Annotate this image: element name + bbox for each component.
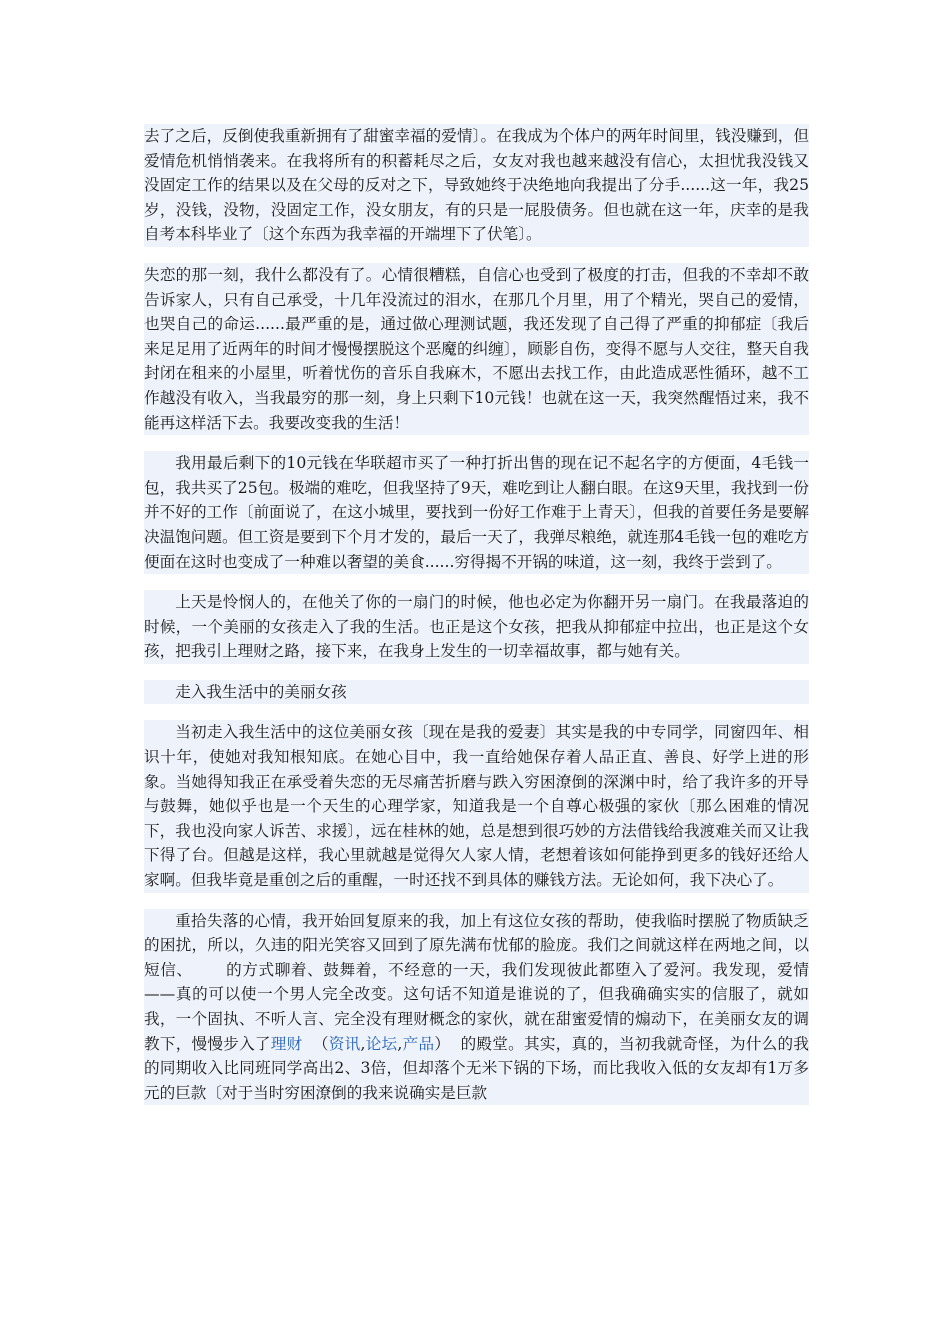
paragraph-gap bbox=[144, 247, 809, 263]
paragraph-2: 失恋的那一刻，我什么都没有了。心情很糟糕，自信心也受到了极度的打击，但我的不幸却不敢告诉家人，只有自己承受，十几年没流过的泪水，在那几个月里，用了个精光，哭自己的爱情，也哭自己的命运......最严重的是，通过做心理测试题，我还发现了自己得了严重的抑郁症〔我后来足足用了近两年的时间才慢慢摆脱这个恶魔的纠缠〕，顾影自伤，变得不愿与人交往，整天自我封闭在租来的小屋里，听着忧伤的音乐自我麻木，不愿出去找工作，由此造成恶性循环，越不工作越没有收入，当我最穷的那一刻，身上只剩下10元钱！也就在这一天，我突然醒悟过来，我不能再这样活下去。我要改变我的生活！ bbox=[144, 265, 809, 432]
paragraph-4: 上天是怜悯人的，在他关了你的一扇门的时候，他也必定为你翻开另一扇门。在我最落迫的时候，一个美丽的女孩走入了我的生活。也正是这个女孩，把我从抑郁症中拉出，也正是这个女孩，把我引上理财之路，接下来，在我身上发生的一切幸福故事，都与她有关。 bbox=[144, 593, 809, 661]
link-zixun[interactable]: 资讯 bbox=[328, 1034, 361, 1053]
article-body bbox=[144, 124, 809, 1105]
paren-open: （ bbox=[302, 1034, 329, 1053]
paragraph-1: 去了之后，反倒使我重新拥有了甜蜜幸福的爱情〕。在我成为个体户的两年时间里，钱没赚到，但爱情危机悄悄袭来。在我将所有的积蓄耗尽之后，女友对我也越来越没有信心，太担忧我没钱又没固定工作的结果以及在父母的反对之下，导致她终于决绝地向我提出了分手......这一年，我25岁，没钱，没物，没固定工作，没女朋友，有的只是一屁股债务。但也就在这一年，庆幸的是我自考本科毕业了〔这个东西为我幸福的开端埋下了伏笔〕。 bbox=[144, 127, 809, 244]
link-chanpin[interactable]: 产品 bbox=[402, 1034, 435, 1053]
paragraph-gap bbox=[144, 574, 809, 590]
link-luntan[interactable]: 论坛 bbox=[365, 1034, 398, 1053]
link-licai[interactable]: 理财 bbox=[270, 1034, 303, 1053]
paragraph-gap bbox=[144, 435, 809, 451]
paragraph-gap bbox=[144, 893, 809, 909]
paragraph-6-text-a: 重拾失落的心情，我开始回复原来的我，加上有这位女孩的帮助，使我临时摆脱了物质缺乏的困扰，所以，久违的阳光笑容又回到了原先满布忧郁的脸庞。我们之间就这样在两地之间，以短信、 的方式聊着、鼓舞着，不经意的一天，我们发现彼此都堕入了爱河。我发现，爱情——真的可以使一个男人完全改变。这句话不知道是谁说的了，但我确确实实的信服了，就如我，一个固执、不听人言、完全没有理财概念的家伙，就在甜蜜爱情的煽动下，在美丽女友的调教下，慢慢步入了 bbox=[144, 911, 809, 1053]
paragraph-6-text-b: ） 的殿堂。其实，真的，当初我就奇怪，为什么的我的同期收入比同班同学高出2、3倍，但却落个无米下锅的下场，而比我收入低的女友却有1万多元的巨款〔对于当时穷困潦倒的我来说确实是巨款 bbox=[144, 1034, 809, 1102]
section-heading: 走入我生活中的美丽女孩 bbox=[175, 682, 347, 701]
paragraph-gap bbox=[144, 664, 809, 680]
comma: , bbox=[360, 1034, 366, 1053]
comma: , bbox=[397, 1034, 403, 1053]
paragraph-gap bbox=[144, 704, 809, 720]
paragraph-3: 我用最后剩下的10元钱在华联超市买了一种打折出售的现在记不起名字的方便面，4毛钱一包，我共买了25包。极端的难吃，但我坚持了9天，难吃到让人翻白眼。在这9天里，我找到一份并不好的工作〔前面说了，在这小城里，要找到一份好工作难于上青天〕，但我的首要任务是要解决温饱问题。但工资是要到下个月才发的，最后一天了，我弹尽粮绝，就连那4毛钱一包的难吃方便面在这时也变成了一种难以奢望的美食......穷得揭不开锅的味道，这一刻，我终于尝到了。 bbox=[144, 454, 809, 571]
paragraph-6 bbox=[144, 909, 809, 1106]
paragraph-5: 当初走入我生活中的这位美丽女孩〔现在是我的爱妻〕其实是我的中专同学，同窗四年、相识十年，使她对我知根知底。在她心目中，我一直给她保存着人品正直、善良、好学上进的形象。当她得知我正在承受着失恋的无尽痛苦折磨与跌入穷困潦倒的深渊中时，给了我许多的开导与鼓舞，她似乎也是一个天生的心理学家，知道我是一个自尊心极强的家伙〔那么困难的情况下，我也没向家人诉苦、求援〕，远在桂林的她，总是想到很巧妙的方法借钱给我渡难关而又让我下得了台。但越是这样，我心里就越是觉得欠人家人情，老想着该如何能挣到更多的钱好还给人家啊。但我毕竟是重创之后的重醒，一时还找不到具体的赚钱方法。无论如何，我下决心了。 bbox=[144, 723, 809, 890]
